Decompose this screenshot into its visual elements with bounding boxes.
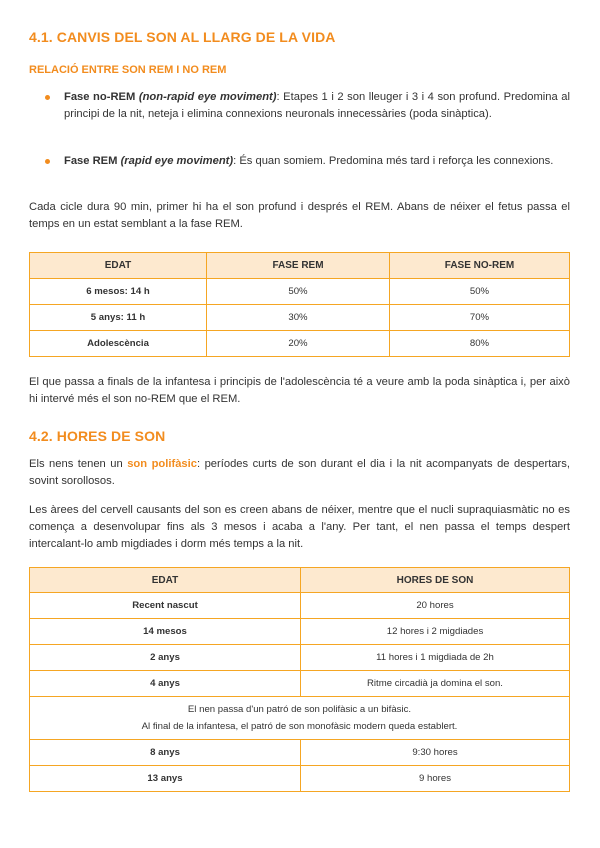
col-header-hores: HORES DE SON (301, 568, 570, 593)
table-row (30, 305, 570, 331)
paragraph-polyphasic (29, 456, 570, 490)
cell-edat: 8 anys (30, 740, 301, 766)
col-header-edat: EDAT (30, 568, 301, 593)
cell-hores: 11 hores i 1 migdiada de 2h (301, 645, 570, 671)
cell-edat: Recent nascut (30, 593, 301, 619)
paragraph-synaptic: El que passa a finals de la infantesa i principis de l'adolescència té a veure amb la poda sinàptica i, per això hi intervé més el son no-REM que el REM. (29, 376, 570, 405)
cell-no-rem: 70% (390, 305, 570, 331)
cell-hores: 12 hores i 2 migdiades (301, 619, 570, 645)
cell-note (30, 697, 570, 740)
table-sleep-hours (29, 567, 570, 792)
table-row (30, 279, 570, 305)
table-row (30, 593, 570, 619)
cell-rem: 20% (207, 331, 390, 357)
cell-rem: 30% (207, 305, 390, 331)
cell-edat: 6 mesos: 14 h (30, 279, 207, 305)
term-rem: Fase REM (64, 155, 118, 167)
bullet-dot-icon (45, 159, 50, 164)
text-rem: : És quan somiem. Predomina més tard i reforça les connexions. (233, 155, 554, 167)
cell-hores: 9:30 hores (301, 740, 570, 766)
table-note-row (30, 697, 570, 740)
bullet-rem (48, 153, 570, 170)
cell-no-rem: 80% (390, 331, 570, 357)
table-row (30, 645, 570, 671)
paragraph-brain-areas: Les àrees del cervell causants del son es creen abans de néixer, mentre que el nucli supraquiasmàtic no es comença a desenvolupar fins als 3 mesos i acaba a l'any. Per tant, el nen passa el temps despert intercalant-lo amb migdiades i dorm més temps a la nit. (29, 504, 570, 550)
text-pre: Els nens tenen un (29, 458, 128, 470)
section-title-4-2: 4.2. HORES DE SON (29, 428, 166, 444)
table-row (30, 331, 570, 357)
text-post: : períodes curts de son durant el dia i la nit acompanyats de despertars, sovint sorollosos. (29, 458, 570, 487)
col-header-fase-rem: FASE REM (207, 253, 390, 279)
cell-rem: 50% (207, 279, 390, 305)
paragraph-cycle: Cada cicle dura 90 min, primer hi ha el son profund i després el REM. Abans de néixer el fetus passa el temps en un estat semblant a la fase REM. (29, 201, 570, 230)
bullet-no-rem (48, 89, 570, 123)
text-no-rem: : Etapes 1 i 2 son lleuger i 3 i 4 son profund. Predomina al principi de la nit, neteja i elimina connexions neuronals innecessàries (poda sinàptica). (64, 91, 570, 120)
note-line-1: El nen passa d'un patró de son polifàsic a un bifàsic. (187, 704, 412, 715)
table-row (30, 671, 570, 697)
cell-no-rem: 50% (390, 279, 570, 305)
table-row (30, 766, 570, 792)
col-header-edat: EDAT (30, 253, 207, 279)
col-header-fase-no-rem: FASE NO-REM (390, 253, 570, 279)
subsection-title-rem: RELACIÓ ENTRE SON REM I NO REM (29, 64, 227, 76)
table-header-row (30, 568, 570, 593)
cell-hores: 9 hores (301, 766, 570, 792)
cell-hores: Ritme circadià ja domina el son. (301, 671, 570, 697)
bullet-dot-icon (45, 95, 50, 100)
cell-edat: 13 anys (30, 766, 301, 792)
table-rem-phases (29, 252, 570, 357)
table-row (30, 740, 570, 766)
section-title-4-1: 4.1. CANVIS DEL SON AL LLARG DE LA VIDA (29, 29, 336, 45)
cell-hores: 20 hores (301, 593, 570, 619)
gloss-no-rem: (non-rapid eye moviment) (138, 91, 277, 103)
term-no-rem: Fase no-REM (64, 91, 136, 103)
cell-edat: 2 anys (30, 645, 301, 671)
table-header-row (30, 253, 570, 279)
cell-edat: Adolescència (30, 331, 207, 357)
highlight-son-polifasic: son polifàsic (127, 458, 197, 470)
note-line-2: Al final de la infantesa, el patró de son monofàsic modern queda establert. (141, 721, 458, 732)
cell-edat: 5 anys: 11 h (30, 305, 207, 331)
cell-edat: 4 anys (30, 671, 301, 697)
table-row (30, 619, 570, 645)
cell-edat: 14 mesos (30, 619, 301, 645)
gloss-rem: (rapid eye moviment) (120, 155, 234, 167)
